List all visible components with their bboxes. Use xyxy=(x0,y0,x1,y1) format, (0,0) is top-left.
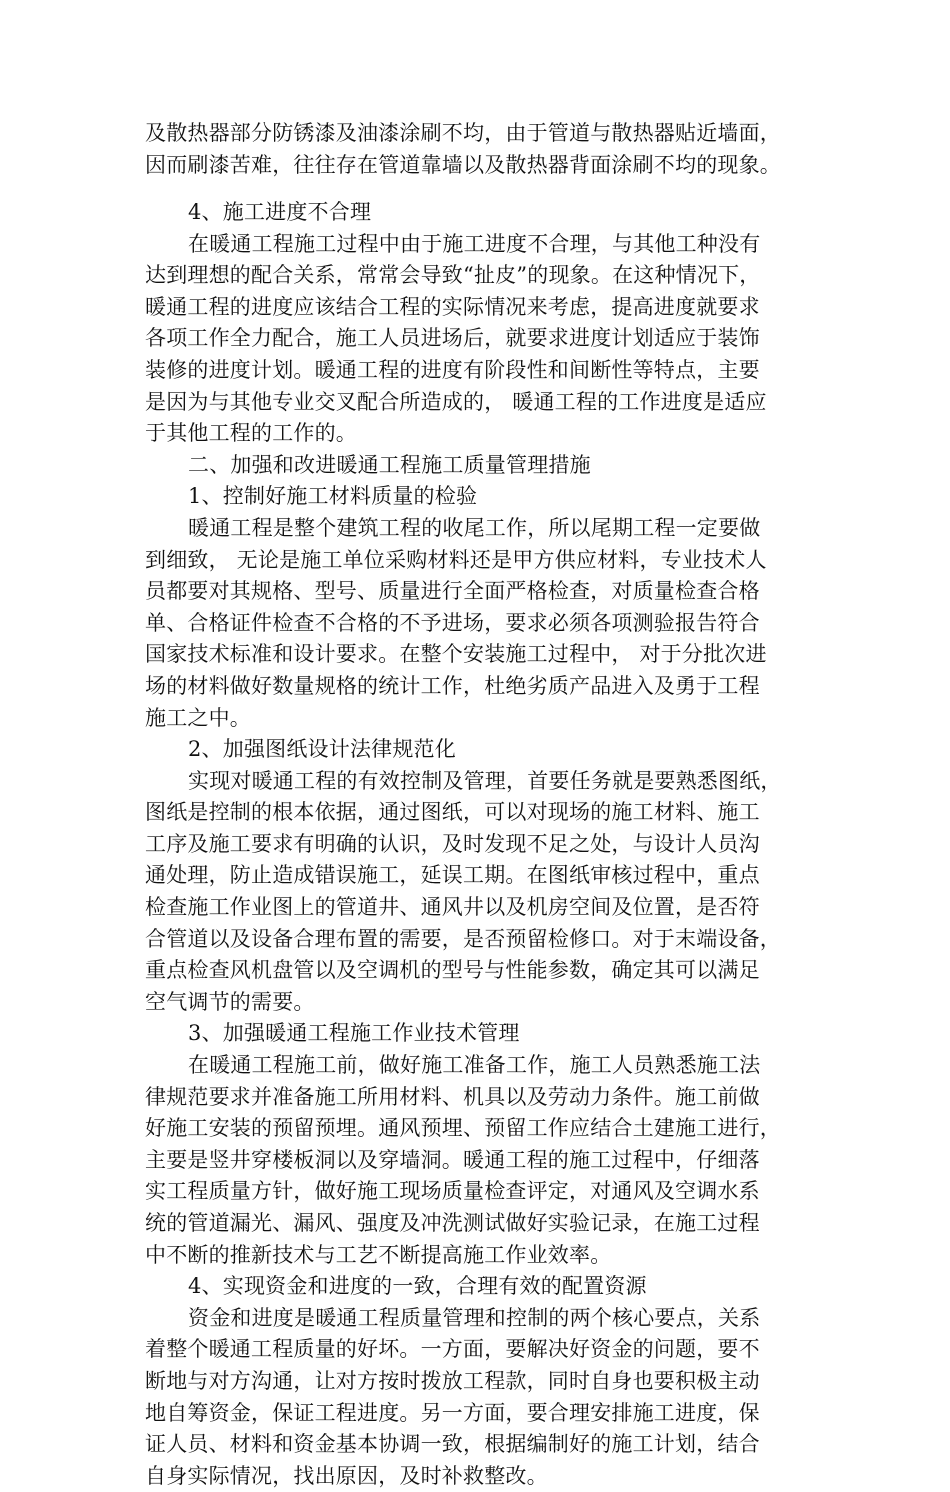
text-line: 1、控制好施工材料质量的检验 xyxy=(188,484,478,509)
text-line: 及散热器部分防锈漆及油漆涂刷不均，由于管道与散热器贴近墙面， xyxy=(145,121,781,145)
text-line: 重点检查风机盘管以及空调机的型号与性能参数，确定其可以满足 xyxy=(145,958,760,983)
text-line: 4、施工进度不合理 xyxy=(188,200,372,224)
text-line: 中不断的推新技术与工艺不断提高施工作业效率。 xyxy=(145,1242,612,1267)
text-line: 在暖通工程施工前，做好施工准备工作，施工人员熟悉施工法 xyxy=(188,1053,761,1078)
text-line: 暖通工程是整个建筑工程的收尾工作，所以尾期工程一定要做 xyxy=(188,515,761,540)
text-line: 于其他工程的工作的。 xyxy=(145,421,357,446)
text-line: 二、加强和改进暖通工程施工质量管理措施 xyxy=(188,452,591,477)
text-line: 实工程质量方针，做好施工现场质量检查评定，对通风及空调水系 xyxy=(145,1179,760,1204)
text-line: 到细致， 无论是施工单位采购材料还是甲方供应材料，专业技术人 xyxy=(145,547,767,572)
text-line: 工序及施工要求有明确的认识，及时发现不足之处，与设计人员沟 xyxy=(145,831,760,856)
text-line: 施工之中。 xyxy=(145,705,251,730)
text-line: 资金和进度是暖通工程质量管理和控制的两个核心要点，关系 xyxy=(188,1305,761,1330)
text-line: 好施工安装的预留预埋。通风预埋、预留工作应结合土建施工进行， xyxy=(145,1116,781,1141)
text-line: 装修的进度计划。暖通工程的进度有阶段性和间断性等特点，主要 xyxy=(145,357,760,382)
text-line: 律规范要求并准备施工所用材料、机具以及劳动力条件。施工前做 xyxy=(145,1084,760,1109)
text-line: 统的管道漏光、漏风、强度及冲洗测试做好实验记录，在施工过程 xyxy=(145,1211,760,1235)
text-line: 达到理想的配合关系，常常会导致“扯皮”的现象。在这种情况下， xyxy=(145,263,761,288)
text-line: 各项工作全力配合，施工人员进场后，就要求进度计划适应于装饰 xyxy=(145,326,760,351)
text-line: 是因为与其他专业交叉配合所造成的， 暖通工程的工作进度是适应 xyxy=(145,389,767,414)
text-line: 4、实现资金和进度的一致，合理有效的配置资源 xyxy=(188,1274,647,1299)
text-line: 主要是竖井穿楼板洞以及穿墙洞。暖通工程的施工过程中，仔细落 xyxy=(145,1147,760,1172)
text-line: 合管道以及设备合理布置的需要，是否预留检修口。对于末端设备， xyxy=(145,926,781,951)
text-line: 着整个暖通工程质量的好坏。一方面，要解决好资金的问题，要不 xyxy=(145,1337,760,1362)
text-line: 检查施工作业图上的管道井、通风井以及机房空间及位置，是否符 xyxy=(145,895,760,920)
text-line: 在暖通工程施工过程中由于施工进度不合理，与其他工种没有 xyxy=(188,231,761,256)
text-line: 因而刷漆苦难，往往存在管道靠墙以及散热器背面涂刷不均的现象。 xyxy=(145,152,781,177)
text-line: 地自筹资金，保证工程进度。另一方面，要合理安排施工进度，保 xyxy=(145,1400,760,1425)
text-line: 场的材料做好数量规格的统计工作，杜绝劣质产品进入及勇于工程 xyxy=(145,673,760,698)
text-line: 单、合格证件检查不合格的不予进场，要求必须各项测验报告符合 xyxy=(145,610,760,635)
text-line: 2、加强图纸设计法律规范化 xyxy=(188,737,456,762)
text-line: 3、加强暖通工程施工作业技术管理 xyxy=(188,1021,520,1046)
main-body xyxy=(145,197,807,1492)
text-line: 证人员、材料和资金基本协调一致，根据编制好的施工计划，结合 xyxy=(145,1432,760,1457)
text-line: 断地与对方沟通，让对方按时拨放工程款，同时自身也要积极主动 xyxy=(145,1368,760,1393)
text-line: 图纸是控制的根本依据，通过图纸，可以对现场的施工材料、施工 xyxy=(145,800,760,825)
text-line: 国家技术标准和设计要求。在整个安装施工过程中， 对于分批次进 xyxy=(145,642,767,667)
text-line: 空气调节的需要。 xyxy=(145,989,315,1014)
text-line: 自身实际情况，找出原因，及时补救整改。 xyxy=(145,1463,548,1488)
text-line: 员都要对其规格、型号、质量进行全面严格检查，对质量检查合格 xyxy=(145,579,760,604)
text-line: 通处理，防止造成错误施工，延误工期。在图纸审核过程中，重点 xyxy=(145,863,760,888)
paragraph-leftover xyxy=(145,118,807,181)
text-line: 实现对暖通工程的有效控制及管理，首要任务就是要熟悉图纸， xyxy=(188,768,782,793)
text-line: 暖通工程的进度应该结合工程的实际情况来考虑，提高进度就要求 xyxy=(145,294,760,319)
